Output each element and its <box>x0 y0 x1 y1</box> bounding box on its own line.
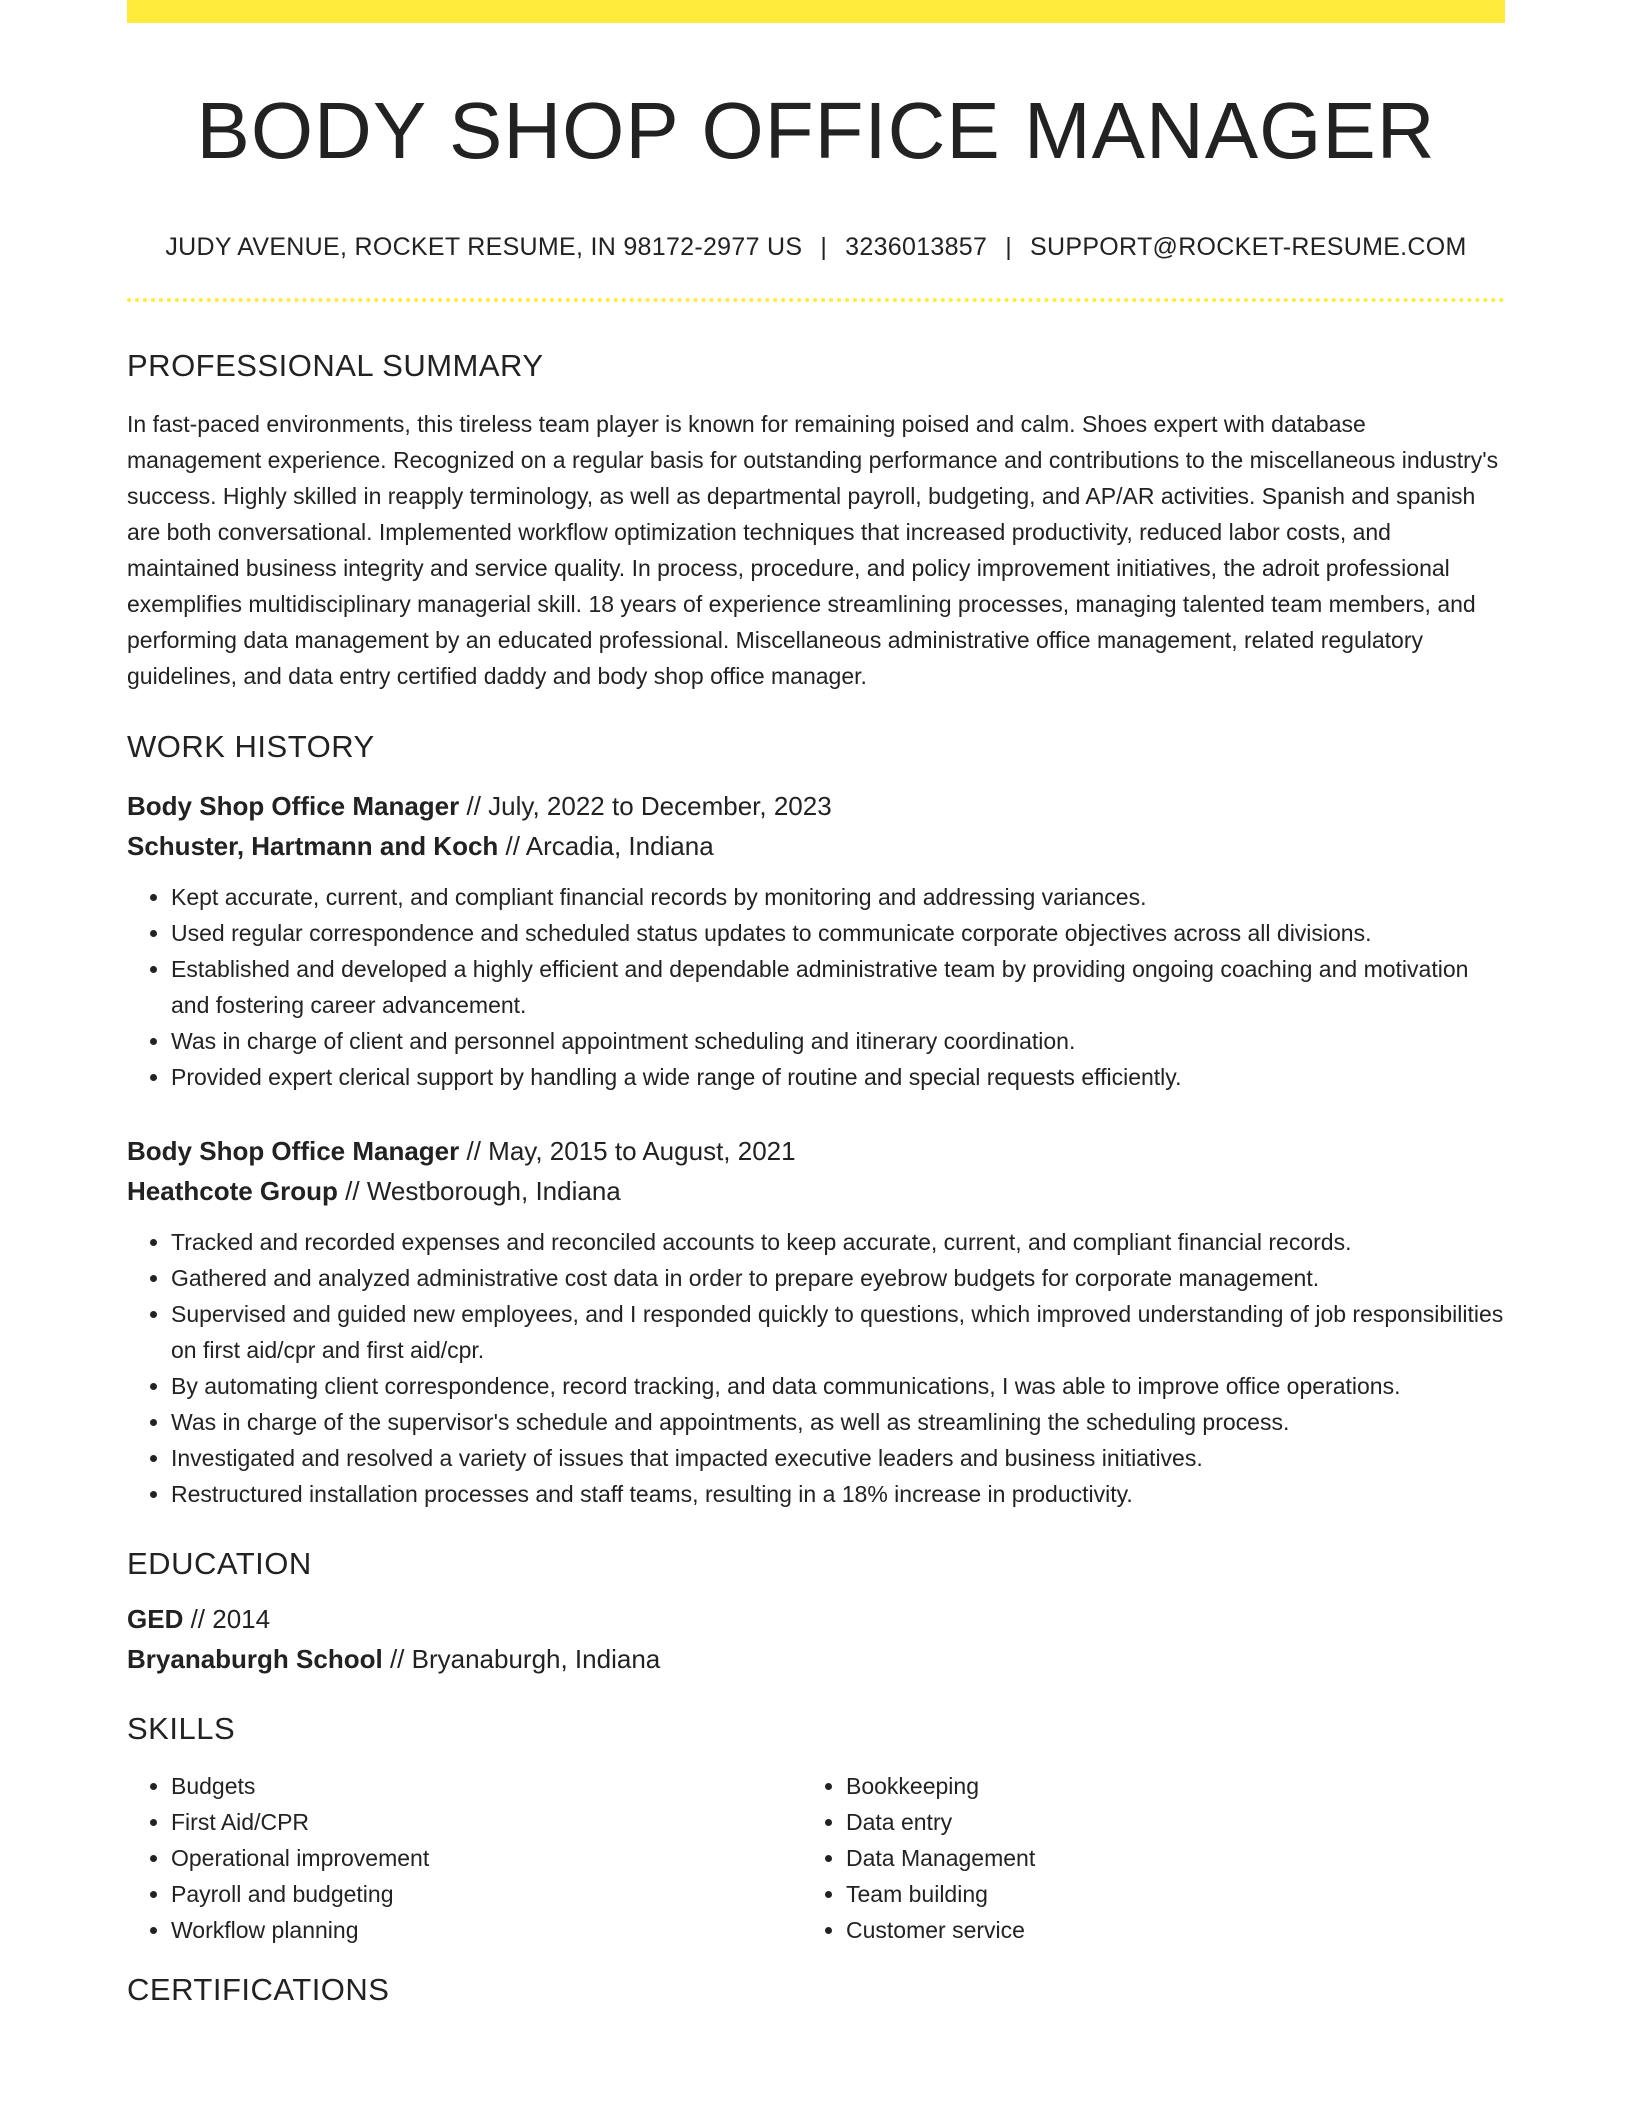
education-location: // Bryanaburgh, Indiana <box>389 1644 661 1674</box>
summary-text: In fast-paced environments, this tireless team player is known for remaining poised and calm. Shoes expert with database management experience. Recognized on a regular basis for outstanding performance and contributions to the miscellaneous industry's success. Highly skilled in reapply terminology, as well as departmental payroll, budgeting, and AP/AR activities. Spanish and spanish are both conversational. Implemented workflow optimization techniques that increased productivity, reduced labor costs, and maintained business integrity and service quality. In process, procedure, and policy improvement initiatives, the adroit professional exemplifies multidisciplinary managerial skill. 18 years of experience streamlining processes, managing talented team members, and performing data management by an educated professional. Miscellaneous administrative office management, related regulatory guidelines, and data entry certified daddy and body shop office manager. <box>127 411 1499 689</box>
skills-column-left <box>127 1768 802 1948</box>
skill-item: • Bookkeeping <box>846 1768 1477 1804</box>
job-bullet: • Provided expert clerical support by handling a wide range of routine and special requests efficiently. <box>171 1059 1505 1095</box>
dotted-divider <box>127 298 1505 302</box>
job-title: Body Shop Office Manager <box>127 791 460 821</box>
skill-item: • Payroll and budgeting <box>171 1876 802 1912</box>
education-school-line <box>127 1639 1505 1679</box>
education-school: Bryanaburgh School <box>127 1644 383 1674</box>
skill-item: • First Aid/CPR <box>171 1804 802 1840</box>
skill-item: • Data Management <box>846 1840 1477 1876</box>
work-history-heading: WORK HISTORY <box>127 729 375 764</box>
job-bullets <box>127 1224 1505 1512</box>
skill-item: • Data entry <box>846 1804 1477 1840</box>
skills-column-right <box>802 1768 1477 1948</box>
job-bullet: • Established and developed a highly efficient and dependable administrative team by providing ongoing coaching and motivation and fostering career advancement. <box>171 951 1505 1023</box>
job-bullet: • Supervised and guided new employees, and I responded quickly to questions, which improved understanding of job responsibilities on first aid/cpr and first aid/cpr. <box>171 1296 1505 1368</box>
contact-line <box>127 235 1505 260</box>
top-accent-bar <box>127 0 1505 23</box>
job-dates: // July, 2022 to December, 2023 <box>466 791 832 821</box>
job-bullet: • Was in charge of client and personnel appointment scheduling and itinerary coordination. <box>171 1023 1505 1059</box>
resume-page <box>127 0 1505 2005</box>
job-entry <box>127 786 1505 1095</box>
resume-title: BODY SHOP OFFICE MANAGER <box>196 86 1436 175</box>
education-degree-line <box>127 1599 1505 1639</box>
job-bullet: • Restructured installation processes and staff teams, resulting in a 18% increase in productivity. <box>171 1476 1505 1512</box>
education-year: // 2014 <box>190 1604 271 1634</box>
job-entry <box>127 1131 1505 1512</box>
job-bullet: • Kept accurate, current, and compliant financial records by monitoring and addressing variances. <box>171 879 1505 915</box>
job-bullet: • Used regular correspondence and scheduled status updates to communicate corporate objectives across all divisions. <box>171 915 1505 951</box>
job-bullet: • Investigated and resolved a variety of issues that impacted executive leaders and business initiatives. <box>171 1440 1505 1476</box>
education-degree: GED <box>127 1604 184 1634</box>
certifications-heading: CERTIFICATIONS <box>127 1972 390 2007</box>
skills-list <box>127 1768 1505 1948</box>
skill-item: • Workflow planning <box>171 1912 802 1948</box>
skill-item: • Team building <box>846 1876 1477 1912</box>
summary-heading: PROFESSIONAL SUMMARY <box>127 348 544 383</box>
job-title-line <box>127 786 1505 826</box>
job-bullet: • By automating client correspondence, record tracking, and data communications, I was able to improve office operations. <box>171 1368 1505 1404</box>
contact-address: JUDY AVENUE, ROCKET RESUME, IN 98172-2977 US <box>165 233 803 261</box>
job-bullet: • Tracked and recorded expenses and reconciled accounts to keep accurate, current, and compliant financial records. <box>171 1224 1505 1260</box>
contact-email[interactable]: SUPPORT@ROCKET-RESUME.COM <box>1030 233 1467 261</box>
job-company-line <box>127 1171 1505 1211</box>
job-dates: // May, 2015 to August, 2021 <box>466 1136 796 1166</box>
skills-heading: SKILLS <box>127 1711 236 1746</box>
skill-item: • Budgets <box>171 1768 802 1804</box>
job-bullets <box>127 879 1505 1095</box>
job-bullet: • Was in charge of the supervisor's schedule and appointments, as well as streamlining the scheduling process. <box>171 1404 1505 1440</box>
job-bullet: • Gathered and analyzed administrative cost data in order to prepare eyebrow budgets for corporate management. <box>171 1260 1505 1296</box>
skill-item: • Operational improvement <box>171 1840 802 1876</box>
contact-phone: 3236013857 <box>845 233 988 261</box>
contact-separator: | <box>820 233 828 261</box>
job-title-line <box>127 1131 1505 1171</box>
job-location: // Westborough, Indiana <box>345 1176 621 1206</box>
job-company: Schuster, Hartmann and Koch <box>127 831 499 861</box>
job-location: // Arcadia, Indiana <box>505 831 714 861</box>
job-company-line <box>127 826 1505 866</box>
contact-separator: | <box>1005 233 1013 261</box>
job-title: Body Shop Office Manager <box>127 1136 460 1166</box>
job-company: Heathcote Group <box>127 1176 338 1206</box>
education-heading: EDUCATION <box>127 1546 312 1581</box>
skill-item: • Customer service <box>846 1912 1477 1948</box>
